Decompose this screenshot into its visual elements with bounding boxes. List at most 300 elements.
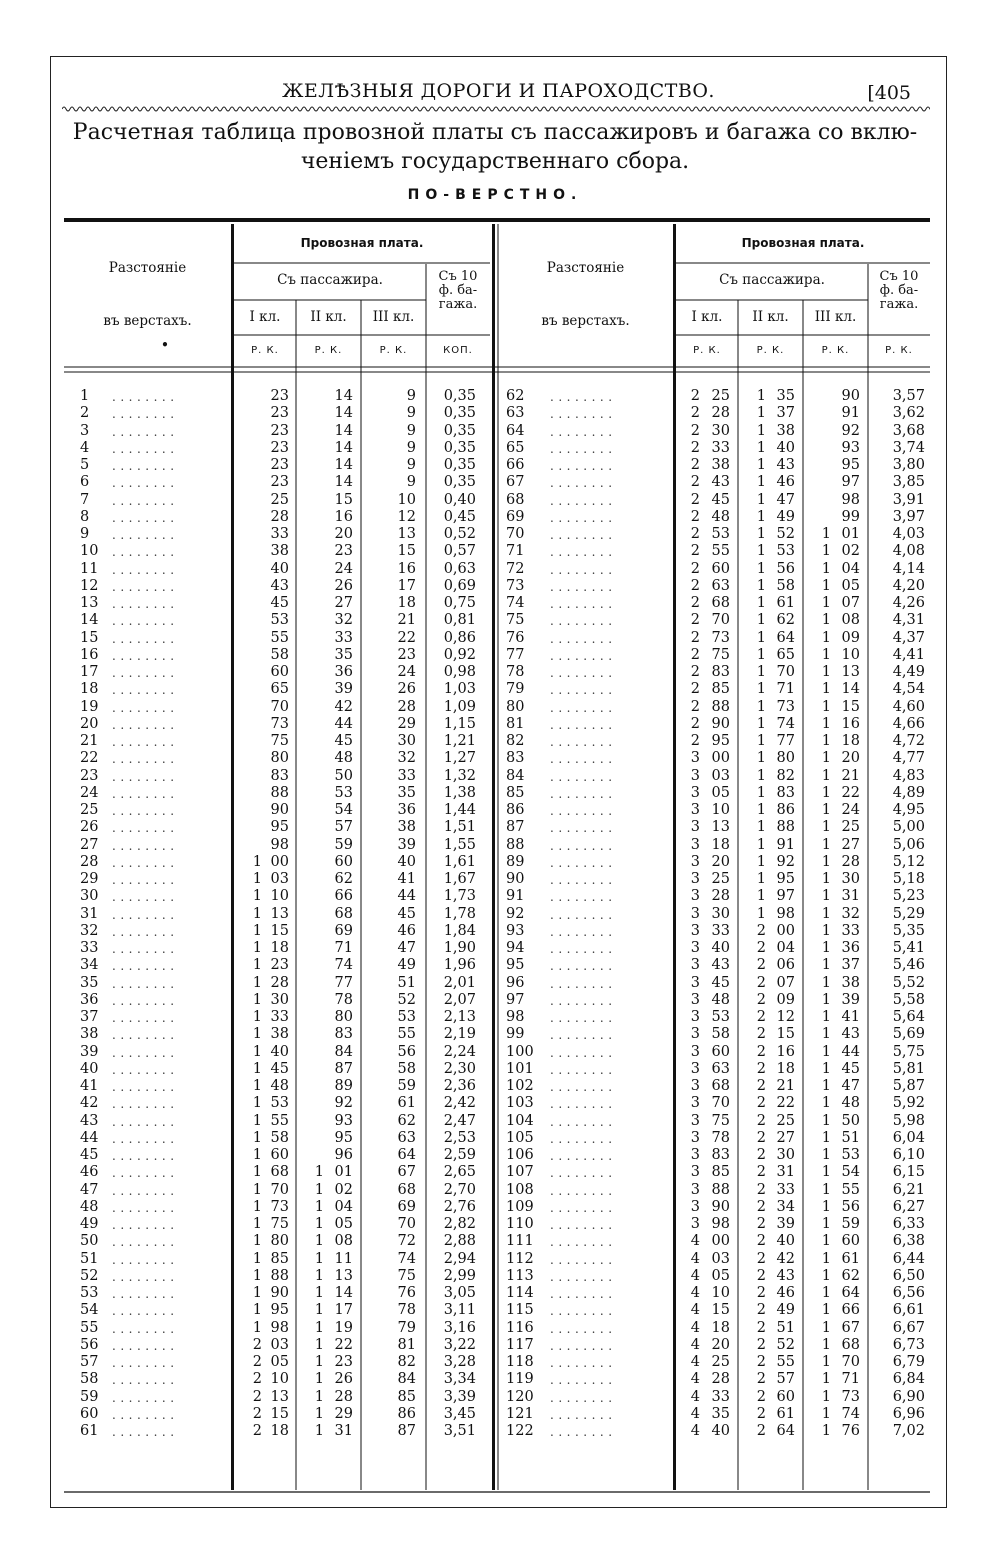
cell-distance: 38 <box>80 1026 99 1043</box>
leader-dots: ........ <box>550 924 617 939</box>
cell-class1-rub: 1 <box>252 1078 262 1094</box>
cell-class2-kop: 44 <box>334 715 353 732</box>
cell-class2-kop: 15 <box>776 1026 795 1043</box>
cell-class3-rub: 1 <box>821 1009 831 1025</box>
cell-class1-kop: 88 <box>270 1267 289 1284</box>
cell-class1-rub: 3 <box>690 802 700 818</box>
cell-class1-rub: 3 <box>690 905 700 922</box>
cell-class1-kop: 98 <box>270 1319 289 1336</box>
cell-class1-kop: 63 <box>711 1060 730 1077</box>
cell-class1-kop: 48 <box>270 1078 289 1094</box>
cell-class2-kop: 37 <box>776 405 795 422</box>
cell-distance: 72 <box>506 560 525 577</box>
cell-class3-rub: 1 <box>821 698 831 715</box>
leader-dots: ........ <box>550 1011 617 1025</box>
cell-class2-kop: 39 <box>334 681 353 698</box>
leader-dots: ........ <box>550 1304 617 1319</box>
cell-class2-kop: 53 <box>334 784 353 801</box>
cell-baggage: 1,21 <box>443 733 476 749</box>
cell-class2-rub: 2 <box>756 922 766 939</box>
leader-dots: ........ <box>112 476 179 491</box>
cell-class3-kop: 30 <box>841 871 860 887</box>
cell-class2-kop: 35 <box>776 388 795 404</box>
cell-baggage: 2,30 <box>443 1060 476 1077</box>
table-row <box>0 871 1000 888</box>
cell-class1-rub: 3 <box>690 1060 700 1077</box>
cell-class3-kop: 18 <box>841 733 860 749</box>
cell-class2-rub: 2 <box>756 1009 766 1025</box>
cell-class1-kop: 88 <box>270 784 289 801</box>
cell-class2-kop: 05 <box>334 1216 353 1232</box>
cell-distance: 93 <box>506 922 525 939</box>
cell-class1-kop: 98 <box>270 836 289 853</box>
table-row <box>0 906 1000 923</box>
cell-distance: 15 <box>80 629 99 646</box>
cell-class1-kop: 18 <box>711 1319 730 1336</box>
table-row <box>0 1164 1000 1181</box>
table-row <box>0 664 1000 681</box>
cell-class2-kop: 47 <box>776 491 795 508</box>
cell-class3-kop: 53 <box>841 1147 860 1163</box>
cell-baggage: 1,78 <box>443 905 476 922</box>
cell-class2-kop: 42 <box>334 698 353 715</box>
cell-class2-rub: 2 <box>756 1078 766 1094</box>
cell-class2-rub: 1 <box>314 1354 324 1370</box>
cell-class3-kop: 39 <box>841 991 860 1008</box>
cell-baggage: 3,28 <box>443 1354 476 1370</box>
table-row <box>0 837 1000 854</box>
cell-class2-kop: 16 <box>776 1043 795 1060</box>
cell-class3-kop: 48 <box>841 1095 860 1112</box>
table-row <box>0 681 1000 698</box>
cell-distance: 35 <box>80 974 99 991</box>
cell-distance: 121 <box>506 1405 534 1422</box>
cell-class2-kop: 00 <box>776 922 795 939</box>
cell-distance: 91 <box>506 888 525 905</box>
leader-dots: ........ <box>112 942 179 956</box>
cell-class1-rub: 2 <box>690 646 700 663</box>
cell-class1-kop: 78 <box>711 1129 730 1146</box>
cell-class2-rub: 1 <box>756 767 766 784</box>
cell-class1-rub: 2 <box>690 474 700 491</box>
leader-dots: ........ <box>112 1200 179 1215</box>
header-unit-3-right: Р. К. <box>821 345 850 356</box>
cell-class1-kop: 28 <box>270 974 289 991</box>
cell-class2-kop: 61 <box>776 1405 795 1422</box>
cell-class1-kop: 15 <box>270 922 289 939</box>
cell-distance: 70 <box>506 526 525 542</box>
cell-class3-kop: 59 <box>841 1216 860 1232</box>
cell-distance: 67 <box>506 474 525 491</box>
header-per-passenger: Съ пассажира. <box>277 272 383 288</box>
cell-baggage: 5,87 <box>892 1078 925 1094</box>
cell-class3-kop: 56 <box>841 1198 860 1215</box>
cell-class3-kop: 47 <box>841 1078 860 1094</box>
cell-distance: 100 <box>506 1043 534 1060</box>
cell-class3-kop: 61 <box>397 1095 416 1112</box>
cell-class1-rub: 2 <box>252 1354 262 1370</box>
cell-distance: 99 <box>506 1026 525 1043</box>
cell-class3-kop: 53 <box>397 1009 416 1025</box>
heading-line-2: ченіемъ государственнаго сбора. <box>300 149 690 174</box>
cell-class2-rub: 2 <box>756 1233 766 1250</box>
cell-distance: 112 <box>506 1250 534 1267</box>
cell-distance: 48 <box>80 1198 99 1215</box>
cell-class2-rub: 1 <box>314 1233 324 1250</box>
cell-class1-rub: 2 <box>690 629 700 646</box>
cell-class1-rub: 3 <box>690 1095 700 1112</box>
cell-class1-kop: 73 <box>711 629 730 646</box>
cell-class3-kop: 66 <box>841 1302 860 1319</box>
cell-class1-kop: 95 <box>711 733 730 749</box>
cell-class2-kop: 89 <box>334 1078 353 1094</box>
cell-distance: 74 <box>506 595 525 611</box>
cell-class2-kop: 39 <box>776 1216 795 1232</box>
leader-dots: ........ <box>550 717 617 732</box>
table-row <box>0 1061 1000 1078</box>
cell-distance: 22 <box>80 750 99 767</box>
header-unit-2: Р. К. <box>314 345 343 356</box>
cell-baggage: 4,08 <box>892 543 925 560</box>
cell-class3-rub: 1 <box>821 1164 831 1181</box>
cell-baggage: 1,67 <box>443 871 476 887</box>
cell-class3-kop: 63 <box>397 1129 416 1146</box>
cell-class2-kop: 04 <box>776 940 795 956</box>
cell-class2-kop: 56 <box>776 560 795 577</box>
cell-class3-kop: 36 <box>397 802 416 818</box>
leader-dots: ........ <box>550 493 617 508</box>
running-head-title: ЖЕЛѢЗНЫЯ ДОРОГИ И ПАРОХОДСТВО. <box>282 80 715 102</box>
header-class-3: III кл. <box>372 309 415 325</box>
cell-class1-kop: 10 <box>711 1285 730 1301</box>
cell-class2-kop: 84 <box>334 1043 353 1060</box>
leader-dots: ........ <box>112 769 179 784</box>
cell-class2-rub: 1 <box>314 1250 324 1267</box>
cell-distance: 83 <box>506 750 525 767</box>
header-unit-1: Р. К. <box>251 345 279 356</box>
cell-class2-rub: 1 <box>756 543 766 560</box>
cell-baggage: 1,55 <box>443 836 476 853</box>
header-unit-baggage-right: Р. К. <box>885 345 913 356</box>
cell-class2-kop: 80 <box>776 750 795 767</box>
cell-class2-kop: 27 <box>776 1129 795 1146</box>
cell-class1-rub: 1 <box>252 1250 262 1267</box>
table-row <box>0 733 1000 750</box>
cell-class3-kop: 08 <box>841 612 860 629</box>
cell-class1-rub: 4 <box>690 1267 700 1284</box>
cell-class2-rub: 1 <box>314 1181 324 1198</box>
cell-class2-kop: 13 <box>334 1267 353 1284</box>
cell-class2-rub: 1 <box>756 664 766 680</box>
leader-dots: ........ <box>112 1183 179 1198</box>
cell-class2-kop: 74 <box>776 715 795 732</box>
cell-class3-rub: 1 <box>821 871 831 887</box>
cell-class2-kop: 06 <box>776 957 795 974</box>
table-subheading: ПО-ВЕРСТНО. <box>407 187 583 203</box>
cell-class2-kop: 73 <box>776 698 795 715</box>
cell-baggage: 6,15 <box>892 1164 925 1181</box>
cell-baggage: 3,74 <box>892 439 925 456</box>
cell-baggage: 4,95 <box>892 802 925 818</box>
cell-baggage: 1,90 <box>443 940 476 956</box>
cell-class1-rub: 3 <box>690 1078 700 1094</box>
cell-class2-kop: 95 <box>776 871 795 887</box>
cell-distance: 92 <box>506 905 525 922</box>
cell-class1-rub: 1 <box>252 957 262 974</box>
cell-class3-kop: 67 <box>397 1164 416 1181</box>
cell-class3-kop: 93 <box>841 439 860 456</box>
cell-class2-kop: 21 <box>776 1078 795 1094</box>
cell-class2-rub: 1 <box>756 733 766 749</box>
cell-class1-rub: 2 <box>690 526 700 542</box>
cell-class2-kop: 78 <box>334 991 353 1008</box>
leader-dots: ........ <box>550 735 617 749</box>
cell-class3-kop: 12 <box>397 508 416 525</box>
cell-class3-kop: 23 <box>397 646 416 663</box>
header-distance-top-right: Разстояніе <box>546 260 625 276</box>
cell-class1-rub: 2 <box>690 388 700 404</box>
cell-class3-kop: 74 <box>841 1405 860 1422</box>
cell-class1-rub: 1 <box>252 1181 262 1198</box>
cell-class3-rub: 1 <box>821 577 831 594</box>
cell-baggage: 3,51 <box>443 1423 476 1439</box>
cell-distance: 19 <box>80 698 99 715</box>
cell-class1-kop: 23 <box>270 388 289 404</box>
table-row <box>0 492 1000 509</box>
cell-baggage: 1,96 <box>443 957 476 974</box>
cell-class1-kop: 40 <box>711 1423 730 1439</box>
cell-class1-rub: 1 <box>252 1129 262 1146</box>
cell-baggage: 6,96 <box>892 1405 925 1422</box>
cell-class1-rub: 2 <box>252 1423 262 1439</box>
cell-class1-rub: 1 <box>252 974 262 991</box>
cell-class1-kop: 45 <box>711 491 730 508</box>
cell-class1-kop: 58 <box>270 1129 289 1146</box>
cell-distance: 41 <box>80 1078 99 1094</box>
cell-class1-rub: 3 <box>690 888 700 905</box>
cell-class1-kop: 38 <box>270 1026 289 1043</box>
cell-class1-rub: 4 <box>690 1336 700 1353</box>
cell-distance: 24 <box>80 784 99 801</box>
table-row <box>0 1354 1000 1371</box>
cell-baggage: 3,80 <box>892 457 925 473</box>
cell-class3-rub: 1 <box>821 1147 831 1163</box>
leader-dots: ........ <box>550 424 617 439</box>
table-row <box>0 543 1000 560</box>
table-row <box>0 1113 1000 1130</box>
leader-dots: ........ <box>112 1080 179 1094</box>
table-row <box>0 388 1000 405</box>
cell-class1-rub: 3 <box>690 1181 700 1198</box>
cell-baggage: 2,07 <box>443 991 476 1008</box>
cell-baggage: 0,35 <box>443 457 476 473</box>
cell-class2-kop: 28 <box>334 1388 353 1405</box>
cell-class1-rub: 4 <box>690 1354 700 1370</box>
leader-dots: ........ <box>550 1321 617 1336</box>
leader-dots: ........ <box>112 562 179 577</box>
cell-distance: 31 <box>80 905 99 922</box>
cell-class1-kop: 48 <box>711 508 730 525</box>
cell-class1-kop: 55 <box>270 1112 289 1129</box>
cell-class2-rub: 2 <box>756 1147 766 1163</box>
cell-baggage: 5,06 <box>892 836 925 853</box>
cell-class1-rub: 1 <box>252 905 262 922</box>
cell-baggage: 5,64 <box>892 1009 925 1025</box>
cell-class1-rub: 1 <box>252 940 262 956</box>
cell-baggage: 6,21 <box>892 1181 925 1198</box>
cell-class1-rub: 2 <box>690 664 700 680</box>
header-distance-bottom: въ верстахъ. <box>103 313 192 329</box>
leader-dots: ........ <box>112 752 179 767</box>
cell-baggage: 3,68 <box>892 422 925 439</box>
table-row <box>0 940 1000 957</box>
cell-baggage: 0,57 <box>443 543 476 560</box>
cell-distance: 81 <box>506 715 525 732</box>
cell-class2-kop: 26 <box>334 577 353 594</box>
cell-class1-rub: 2 <box>690 595 700 611</box>
cell-class2-rub: 1 <box>314 1405 324 1422</box>
table-row <box>0 888 1000 905</box>
leader-dots: ........ <box>550 1269 617 1284</box>
cell-class1-kop: 33 <box>270 526 289 542</box>
cell-class3-kop: 20 <box>841 750 860 767</box>
cell-class2-kop: 33 <box>334 629 353 646</box>
cell-class1-kop: 10 <box>270 888 289 905</box>
leader-dots: ........ <box>112 1407 179 1422</box>
cell-distance: 36 <box>80 991 99 1008</box>
cell-baggage: 2,70 <box>443 1181 476 1198</box>
cell-baggage: 4,54 <box>892 681 925 698</box>
leader-dots: ........ <box>550 683 617 698</box>
cell-class1-rub: 2 <box>690 543 700 560</box>
cell-class3-rub: 1 <box>821 974 831 991</box>
cell-class2-kop: 57 <box>776 1371 795 1388</box>
cell-class2-kop: 60 <box>776 1388 795 1405</box>
cell-class3-rub: 1 <box>821 595 831 611</box>
cell-baggage: 4,37 <box>892 629 925 646</box>
leader-dots: ........ <box>112 528 179 542</box>
cell-distance: 90 <box>506 871 525 887</box>
cell-class1-rub: 2 <box>690 698 700 715</box>
cell-distance: 94 <box>506 940 525 956</box>
cell-class1-kop: 53 <box>270 1095 289 1112</box>
cell-class2-rub: 1 <box>314 1216 324 1232</box>
cell-baggage: 5,18 <box>892 871 925 887</box>
cell-class1-rub: 1 <box>252 871 262 887</box>
cell-distance: 55 <box>80 1319 99 1336</box>
cell-class3-kop: 60 <box>841 1233 860 1250</box>
leader-dots: ........ <box>550 648 617 663</box>
cell-class2-kop: 51 <box>776 1319 795 1336</box>
cell-distance: 58 <box>80 1371 99 1388</box>
table-row <box>0 1095 1000 1112</box>
cell-distance: 46 <box>80 1164 99 1181</box>
cell-distance: 57 <box>80 1354 99 1370</box>
cell-class1-rub: 2 <box>690 491 700 508</box>
cell-class2-kop: 24 <box>334 560 353 577</box>
cell-distance: 10 <box>80 543 99 560</box>
cell-class1-kop: 15 <box>270 1405 289 1422</box>
leader-dots: ........ <box>550 890 617 905</box>
cell-class3-kop: 95 <box>841 457 860 473</box>
cell-baggage: 0,98 <box>443 664 476 680</box>
leader-dots: ........ <box>550 1062 617 1077</box>
cell-baggage: 0,45 <box>443 508 476 525</box>
cell-baggage: 2,99 <box>443 1267 476 1284</box>
header-class-3-right: III кл. <box>814 309 857 325</box>
cell-class1-kop: 03 <box>270 1336 289 1353</box>
cell-class3-kop: 79 <box>397 1319 416 1336</box>
cell-class2-rub: 2 <box>756 1060 766 1077</box>
cell-class1-kop: 65 <box>270 681 289 698</box>
cell-class2-kop: 14 <box>334 388 353 404</box>
cell-class2-kop: 40 <box>776 1233 795 1250</box>
cell-distance: 12 <box>80 577 99 594</box>
cell-class1-kop: 38 <box>711 457 730 473</box>
cell-class3-kop: 81 <box>397 1336 416 1353</box>
header-baggage-3: гажа. <box>438 297 478 312</box>
cell-class3-kop: 68 <box>397 1181 416 1198</box>
cell-class2-rub: 1 <box>756 595 766 611</box>
cell-distance: 75 <box>506 612 525 629</box>
cell-class3-kop: 21 <box>841 767 860 784</box>
header-baggage-right-1: Съ 10 <box>879 269 919 284</box>
cell-class3-kop: 32 <box>841 905 860 922</box>
cell-distance: 73 <box>506 577 525 594</box>
cell-class1-kop: 83 <box>270 767 289 784</box>
cell-class1-rub: 1 <box>252 1319 262 1336</box>
cell-class2-rub: 1 <box>756 698 766 715</box>
leader-dots: ........ <box>550 528 617 542</box>
cell-class2-kop: 43 <box>776 1267 795 1284</box>
cell-baggage: 3,39 <box>443 1388 476 1405</box>
cell-class1-kop: 60 <box>270 1147 289 1163</box>
cell-class2-rub: 1 <box>756 819 766 836</box>
cell-class3-rub: 1 <box>821 819 831 836</box>
cell-class1-kop: 15 <box>711 1302 730 1319</box>
cell-class2-kop: 14 <box>334 405 353 422</box>
cell-baggage: 1,03 <box>443 681 476 698</box>
leader-dots: ........ <box>550 1390 617 1405</box>
cell-baggage: 1,38 <box>443 784 476 801</box>
cell-class1-kop: 55 <box>711 543 730 560</box>
leader-dots: ........ <box>112 1390 179 1405</box>
cell-class2-rub: 1 <box>756 526 766 542</box>
cell-class2-rub: 1 <box>756 715 766 732</box>
cell-baggage: 2,36 <box>443 1078 476 1094</box>
cell-class1-rub: 1 <box>252 991 262 1008</box>
cell-class1-rub: 2 <box>690 715 700 732</box>
cell-class1-rub: 4 <box>690 1423 700 1439</box>
cell-class1-kop: 73 <box>270 1198 289 1215</box>
cell-class1-kop: 38 <box>270 543 289 560</box>
cell-class3-rub: 1 <box>821 1026 831 1043</box>
cell-distance: 77 <box>506 646 525 663</box>
leader-dots: ........ <box>550 666 617 680</box>
cell-class3-kop: 36 <box>841 940 860 956</box>
cell-class3-kop: 41 <box>397 871 416 887</box>
cell-class2-rub: 2 <box>756 1423 766 1439</box>
cell-distance: 16 <box>80 646 99 663</box>
cell-baggage: 1,27 <box>443 750 476 767</box>
cell-class3-rub: 1 <box>821 612 831 629</box>
header-unit-kop: КОП. <box>443 345 473 356</box>
cell-class3-rub: 1 <box>821 526 831 542</box>
cell-class2-kop: 30 <box>776 1147 795 1163</box>
cell-class2-kop: 34 <box>776 1198 795 1215</box>
leader-dots: ........ <box>550 855 617 870</box>
cell-class1-kop: 80 <box>270 1233 289 1250</box>
